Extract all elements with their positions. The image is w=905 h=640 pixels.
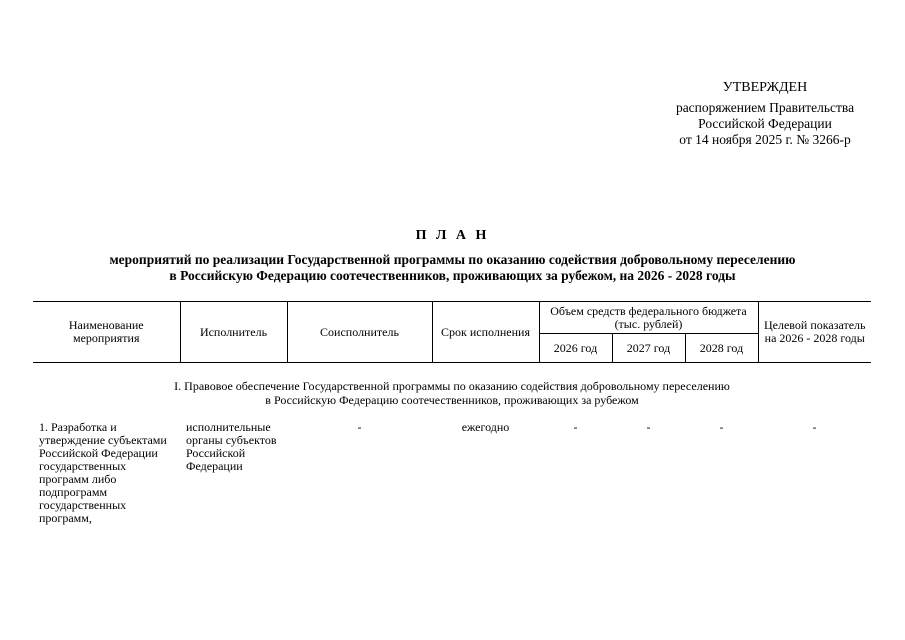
header-year-2027: 2027 год bbox=[612, 334, 685, 363]
approval-title: УТВЕРЖДЕН bbox=[722, 80, 808, 95]
subtitle-line-1: мероприятий по реализации Государственной программы по оказанию содействия добровольному переселению bbox=[109, 252, 796, 267]
cell-2027: - bbox=[646, 420, 651, 434]
header-year-2026: 2026 год bbox=[539, 334, 612, 363]
header-deadline: Срок исполнения bbox=[432, 302, 539, 363]
header-budget: Объем средств федерального бюджета (тыс. рублей) bbox=[539, 302, 758, 334]
section-heading bbox=[33, 363, 871, 422]
section-line-1: I. Правовое обеспечение Государственной программы по оказанию содействия добровольному переселению bbox=[174, 379, 730, 393]
section-line-2: в Российскую Федерацию соотечественников, проживающих за рубежом bbox=[265, 393, 639, 407]
header-target: Целевой показатель на 2026 - 2028 годы bbox=[758, 302, 871, 363]
cell-target: - bbox=[812, 420, 817, 434]
cell-co-executor: - bbox=[357, 420, 362, 434]
approval-line-1: распоряжением Правительства bbox=[675, 100, 855, 115]
approval-line-2: Российской Федерации bbox=[698, 116, 832, 131]
cell-2028: - bbox=[719, 420, 724, 434]
header-executor: Исполнитель bbox=[180, 302, 287, 363]
document-subtitle bbox=[40, 252, 865, 284]
document-title: П Л А Н bbox=[415, 228, 490, 243]
table-row bbox=[33, 421, 871, 525]
cell-executor: исполнительные органы субъектов Российской Федерации bbox=[186, 420, 277, 473]
plan-table bbox=[33, 301, 871, 525]
header-co-executor: Соисполнитель bbox=[287, 302, 432, 363]
approval-stamp bbox=[640, 80, 890, 148]
cell-name: 1. Разработка и утверждение субъектами Российской Федерации государственных программ либо подпрограмм государственных программ, bbox=[39, 420, 167, 525]
cell-deadline: ежегодно bbox=[461, 420, 510, 434]
subtitle-line-2: в Российскую Федерацию соотечественников, проживающих за рубежом, на 2026 - 2028 годы bbox=[169, 268, 736, 283]
section-heading-row bbox=[33, 363, 871, 422]
header-year-2028: 2028 год bbox=[685, 334, 758, 363]
table-header bbox=[33, 302, 871, 363]
header-name: Наименование мероприятия bbox=[33, 302, 180, 363]
approval-line-3: от 14 ноября 2025 г. № 3266-р bbox=[679, 132, 851, 147]
cell-2026: - bbox=[573, 420, 578, 434]
